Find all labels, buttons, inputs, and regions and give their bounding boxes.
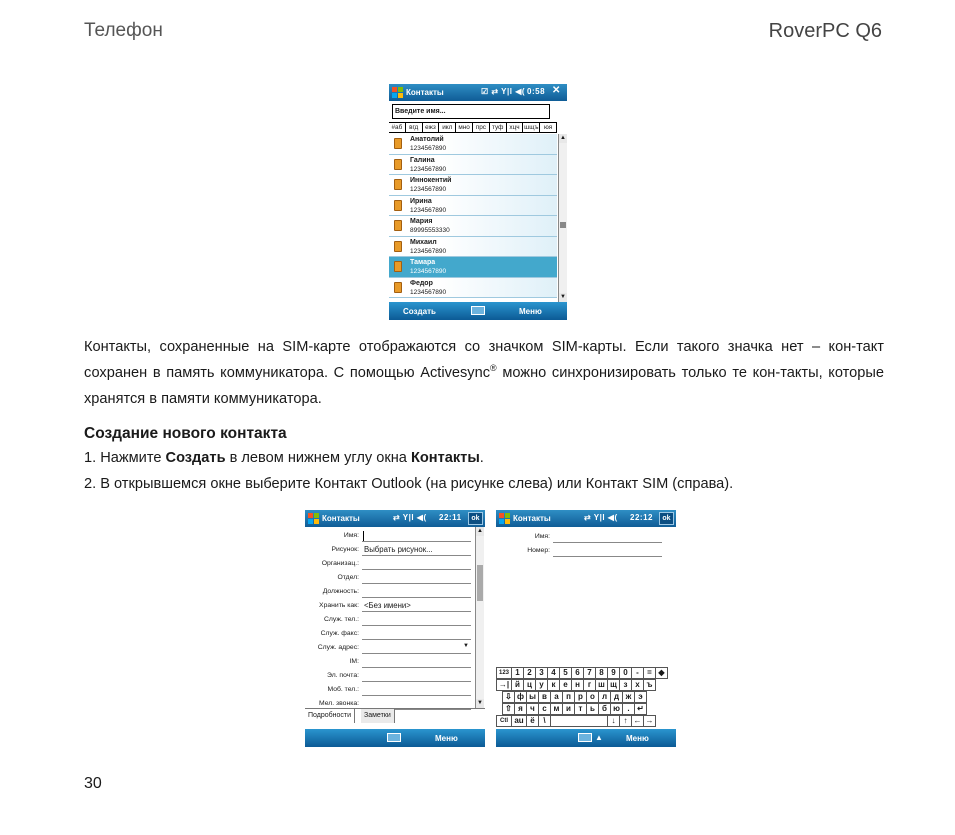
contact-name: Федор (410, 279, 433, 287)
keyboard-key[interactable]: м (550, 703, 563, 715)
scroll-up-icon[interactable]: ▲ (560, 135, 566, 141)
softkey-bar (496, 729, 676, 747)
keyboard-key[interactable]: 4 (547, 667, 560, 679)
field-input[interactable] (362, 586, 471, 598)
field-label: Служ. факс: (320, 630, 359, 637)
keyboard-key[interactable]: 2 (523, 667, 536, 679)
contact-name: Галина (410, 156, 435, 164)
sim-card-icon (394, 159, 402, 170)
form-row (305, 655, 475, 669)
step-1 (84, 450, 484, 466)
alpha-tab[interactable]: вгд (406, 123, 423, 132)
body-paragraph (84, 334, 884, 412)
sim-card-icon (394, 220, 402, 231)
field-label: Хранить как: (319, 602, 359, 609)
step-1-text: 1. Нажмите (84, 450, 166, 466)
keyboard-key[interactable]: ю (610, 703, 623, 715)
keyboard-key[interactable]: 0 (619, 667, 632, 679)
keyboard-key[interactable]: ы (526, 691, 539, 703)
keyboard-row (502, 691, 646, 703)
keyboard-key[interactable]: ⇧ (502, 703, 515, 715)
keyboard-key[interactable]: ↑ (619, 715, 632, 727)
alpha-tab[interactable]: прс (473, 123, 490, 132)
keyboard-key[interactable] (550, 715, 608, 727)
keyboard-key[interactable]: ← (631, 715, 644, 727)
contact-name: Иннокентий (410, 177, 452, 184)
contact-row[interactable] (389, 278, 557, 299)
keyboard-key[interactable]: ъ (643, 679, 656, 691)
field-input[interactable] (362, 656, 471, 668)
keyboard-key[interactable]: й (511, 679, 524, 691)
keyboard-key[interactable]: →| (496, 679, 512, 691)
form-row (305, 599, 475, 613)
form-row (305, 543, 475, 557)
field-label: Рисунок: (331, 546, 359, 553)
clock: 22:11 (439, 513, 462, 522)
keyboard-key[interactable]: о (586, 691, 599, 703)
field-label: IM: (349, 658, 359, 665)
sim-card-icon (394, 282, 402, 293)
field-input[interactable] (362, 572, 471, 584)
form-row (496, 544, 666, 558)
page-number: 30 (84, 775, 102, 792)
keyboard-key[interactable]: ш (595, 679, 608, 691)
keyboard-key[interactable]: ↓ (607, 715, 620, 727)
form-row (496, 530, 666, 544)
clock: 22:12 (630, 513, 653, 522)
contacts-list-screenshot (389, 84, 567, 320)
keyboard-key[interactable]: Ctl (496, 715, 512, 727)
alpha-tab[interactable]: ежз (423, 123, 440, 132)
keyboard-key[interactable]: ц (523, 679, 536, 691)
alpha-tab[interactable]: шщъ (524, 124, 539, 131)
keyboard-key[interactable]: н (571, 679, 584, 691)
contact-phone: 1234567890 (410, 247, 447, 255)
menu-softkey[interactable]: Меню (435, 734, 458, 743)
section-title: Создание нового контакта (84, 425, 287, 442)
keyboard-key[interactable]: и (562, 703, 575, 715)
status-icons: ☑ ⇄ Y|l ◀( (481, 87, 526, 96)
keyboard-key[interactable]: ◆ (655, 667, 668, 679)
contact-phone: 1234567890 (410, 268, 447, 275)
text-cursor (363, 531, 364, 541)
scrollbar[interactable] (558, 134, 567, 302)
tab-details[interactable]: Подробности (305, 709, 355, 723)
keyboard-key[interactable]: в (538, 691, 551, 703)
scroll-up-icon[interactable]: ▲ (477, 528, 483, 534)
keyboard-key[interactable]: т (574, 703, 587, 715)
field-input[interactable] (362, 530, 471, 542)
keyboard-row (496, 667, 667, 679)
field-label: Имя: (343, 532, 359, 539)
contact-phone: 1234567890 (410, 165, 447, 173)
keyboard-key[interactable]: е (559, 679, 572, 691)
keyboard-key[interactable]: х (631, 679, 644, 691)
keyboard-key[interactable]: 1 (511, 667, 524, 679)
scroll-thumb[interactable] (560, 222, 566, 228)
sim-contact-screenshot (496, 510, 676, 747)
keyboard-key[interactable]: ф (514, 691, 527, 703)
step-1-end: . (479, 450, 484, 466)
alpha-tab[interactable]: мно (456, 123, 473, 132)
menu-softkey[interactable]: Меню (519, 307, 542, 316)
keyboard-key[interactable]: → (643, 715, 656, 727)
keyboard-key[interactable]: г (583, 679, 596, 691)
form-row (305, 571, 475, 585)
field-input[interactable]: Выбрать рисунок... (362, 544, 471, 556)
device-name: RoverPC Q6 (768, 20, 882, 42)
keyboard-key[interactable]: я (514, 703, 527, 715)
step-1-bold-create: Создать (165, 450, 226, 466)
keyboard-icon[interactable] (578, 733, 592, 742)
contact-row[interactable] (389, 134, 557, 155)
keyboard-key[interactable]: д (610, 691, 623, 703)
windows-start-icon[interactable] (499, 513, 510, 524)
close-icon[interactable]: ✕ (552, 85, 561, 96)
field-label: Мел. звонка: (318, 700, 359, 707)
title-bar (389, 84, 567, 101)
sim-card-icon (394, 179, 402, 190)
field-input[interactable] (362, 628, 471, 640)
registered-mark: ® (490, 363, 497, 374)
tab-notes[interactable]: Заметки (361, 709, 395, 723)
keyboard-icon[interactable] (471, 306, 485, 315)
alpha-tab[interactable]: #аб (389, 123, 406, 132)
keyboard-icon[interactable] (387, 733, 401, 742)
keyboard-key[interactable]: у (535, 679, 548, 691)
field-label: Организац.: (321, 560, 359, 567)
keyboard-key[interactable]: щ (607, 679, 620, 691)
keyboard-key[interactable]: 7 (583, 667, 596, 679)
field-label: Отдел: (337, 574, 359, 581)
keyboard-key[interactable]: ь (586, 703, 599, 715)
clock: 0:58 (527, 87, 546, 96)
alpha-tab[interactable]: юя (540, 123, 557, 132)
contact-row[interactable] (389, 175, 557, 196)
keyboard-key[interactable]: р (574, 691, 587, 703)
contact-name: Мария (410, 218, 433, 225)
keyboard-key[interactable]: 9 (607, 667, 620, 679)
windows-start-icon[interactable] (392, 87, 403, 98)
status-icons: ⇄ Y|l ◀( (393, 513, 427, 522)
keyboard-key[interactable]: ч (526, 703, 539, 715)
softkey-bar (305, 729, 485, 747)
field-input[interactable] (362, 684, 471, 696)
keyboard-key[interactable]: ж (622, 691, 635, 703)
field-label: Служ. тел.: (323, 616, 359, 623)
form-row (305, 557, 475, 571)
dropdown-icon[interactable]: ▼ (463, 643, 469, 649)
keyboard-key[interactable]: к (547, 679, 560, 691)
sim-card-icon (394, 241, 402, 252)
keyboard-key[interactable]: 3 (535, 667, 548, 679)
form-row (305, 529, 475, 543)
keyboard-key[interactable]: а (550, 691, 563, 703)
keyboard-arrow-icon[interactable]: ▲ (595, 733, 603, 742)
keyboard-key[interactable]: с (538, 703, 551, 715)
keyboard-key[interactable]: ↵ (634, 703, 647, 715)
keyboard-key[interactable]: п (562, 691, 575, 703)
window-title: Контакты (513, 514, 551, 523)
title-bar (305, 510, 485, 527)
paragraph-text-cont: можно синхронизировать только те кон-такты, которые хранятся в памяти коммуникатора. (84, 365, 885, 407)
keyboard-key[interactable]: 6 (571, 667, 584, 679)
contact-phone: 1234567890 (410, 186, 447, 193)
window-title: Контакты (406, 88, 444, 97)
keyboard-key[interactable]: . (622, 703, 635, 715)
keyboard-row (502, 703, 646, 715)
form-row (305, 641, 475, 655)
outlook-contact-screenshot (305, 510, 485, 747)
sim-card-icon (394, 138, 402, 149)
alpha-tab[interactable]: хцч (507, 123, 524, 132)
contact-phone: 89995553330 (410, 227, 450, 234)
alphabet-tabs (389, 122, 557, 133)
search-input[interactable]: Введите имя... (392, 104, 550, 119)
create-softkey[interactable]: Создать (403, 307, 436, 316)
field-label: Имя: (534, 533, 550, 540)
sim-card-icon (394, 261, 402, 272)
field-input[interactable]: <Без имени> (362, 600, 471, 612)
contact-phone: 1234567890 (410, 206, 447, 214)
step-1-bold-contacts: Контакты (410, 450, 480, 466)
form-row (305, 669, 475, 683)
contact-list (389, 134, 557, 298)
contact-row[interactable] (389, 155, 557, 176)
field-input[interactable] (362, 614, 471, 626)
keyboard-key[interactable]: - (631, 667, 644, 679)
chapter-title: Телефон (84, 20, 163, 41)
contact-name: Тамара (410, 259, 436, 266)
status-icons: ⇄ Y|l ◀( (584, 513, 618, 522)
field-label: Номер: (527, 547, 550, 554)
field-input[interactable] (362, 558, 471, 570)
field-input[interactable] (362, 642, 471, 654)
scroll-thumb[interactable] (477, 565, 483, 601)
form-row (305, 613, 475, 627)
keyboard-key[interactable]: ё (526, 715, 539, 727)
field-input[interactable] (553, 545, 662, 557)
form-row (305, 585, 475, 599)
keyboard-key[interactable]: б (598, 703, 611, 715)
contact-row[interactable] (389, 216, 557, 237)
field-label: Служ. адрес: (317, 644, 359, 651)
scrollbar[interactable] (475, 527, 484, 708)
contact-name: Михаил (410, 238, 437, 246)
scroll-down-icon[interactable]: ▼ (477, 700, 483, 706)
step-2: 2. В открывшемся окне выберите Контакт Outlook (на рисунке слева) или Контакт SIM (справа). (84, 476, 734, 492)
menu-softkey[interactable]: Меню (626, 734, 649, 743)
title-bar (496, 510, 676, 527)
keyboard-key[interactable]: 123 (496, 667, 512, 679)
contact-row[interactable] (389, 196, 557, 217)
keyboard-key[interactable]: 8 (595, 667, 608, 679)
window-title: Контакты (322, 514, 360, 523)
field-label: Эл. почта: (327, 672, 359, 679)
keyboard-key[interactable]: = (643, 667, 656, 679)
form-tabs (305, 708, 485, 723)
keyboard-key[interactable]: au (511, 715, 527, 727)
paragraph-text: Контакты, сохраненные на SIM-карте отображаются со значком SIM-карты. Если такого значка нет – кон-такт сохранен в память коммуникатора. С помощью Activesync (84, 339, 884, 381)
form-row (305, 683, 475, 697)
contact-phone: 1234567890 (410, 288, 447, 296)
keyboard-row (496, 715, 655, 727)
field-input[interactable] (553, 531, 662, 543)
contact-row[interactable] (389, 257, 557, 278)
alpha-tab[interactable]: икл (439, 123, 456, 132)
step-1-text-2: в левом нижнем углу окна (225, 450, 411, 466)
keyboard-key[interactable]: 5 (559, 667, 572, 679)
sim-card-icon (394, 200, 402, 211)
keyboard-row (496, 679, 655, 691)
keyboard-key[interactable]: \ (538, 715, 551, 727)
form-row (305, 627, 475, 641)
contact-phone: 1234567890 (410, 145, 447, 152)
ok-button[interactable]: ok (468, 512, 483, 525)
alpha-tab[interactable]: туф (490, 123, 507, 132)
field-label: Должность: (322, 588, 359, 595)
softkey-bar (389, 302, 567, 320)
contact-name: Ирина (410, 197, 432, 205)
contact-row[interactable] (389, 237, 557, 258)
contact-name: Анатолий (410, 136, 444, 143)
ok-button[interactable]: ok (659, 512, 674, 525)
field-label: Моб. тел.: (327, 686, 359, 693)
keyboard-key[interactable]: ⇩ (502, 691, 515, 703)
field-input[interactable] (362, 670, 471, 682)
keyboard-key[interactable]: з (619, 679, 632, 691)
keyboard-key[interactable]: л (598, 691, 611, 703)
scroll-down-icon[interactable]: ▼ (560, 294, 566, 300)
windows-start-icon[interactable] (308, 513, 319, 524)
keyboard-key[interactable]: э (634, 691, 647, 703)
